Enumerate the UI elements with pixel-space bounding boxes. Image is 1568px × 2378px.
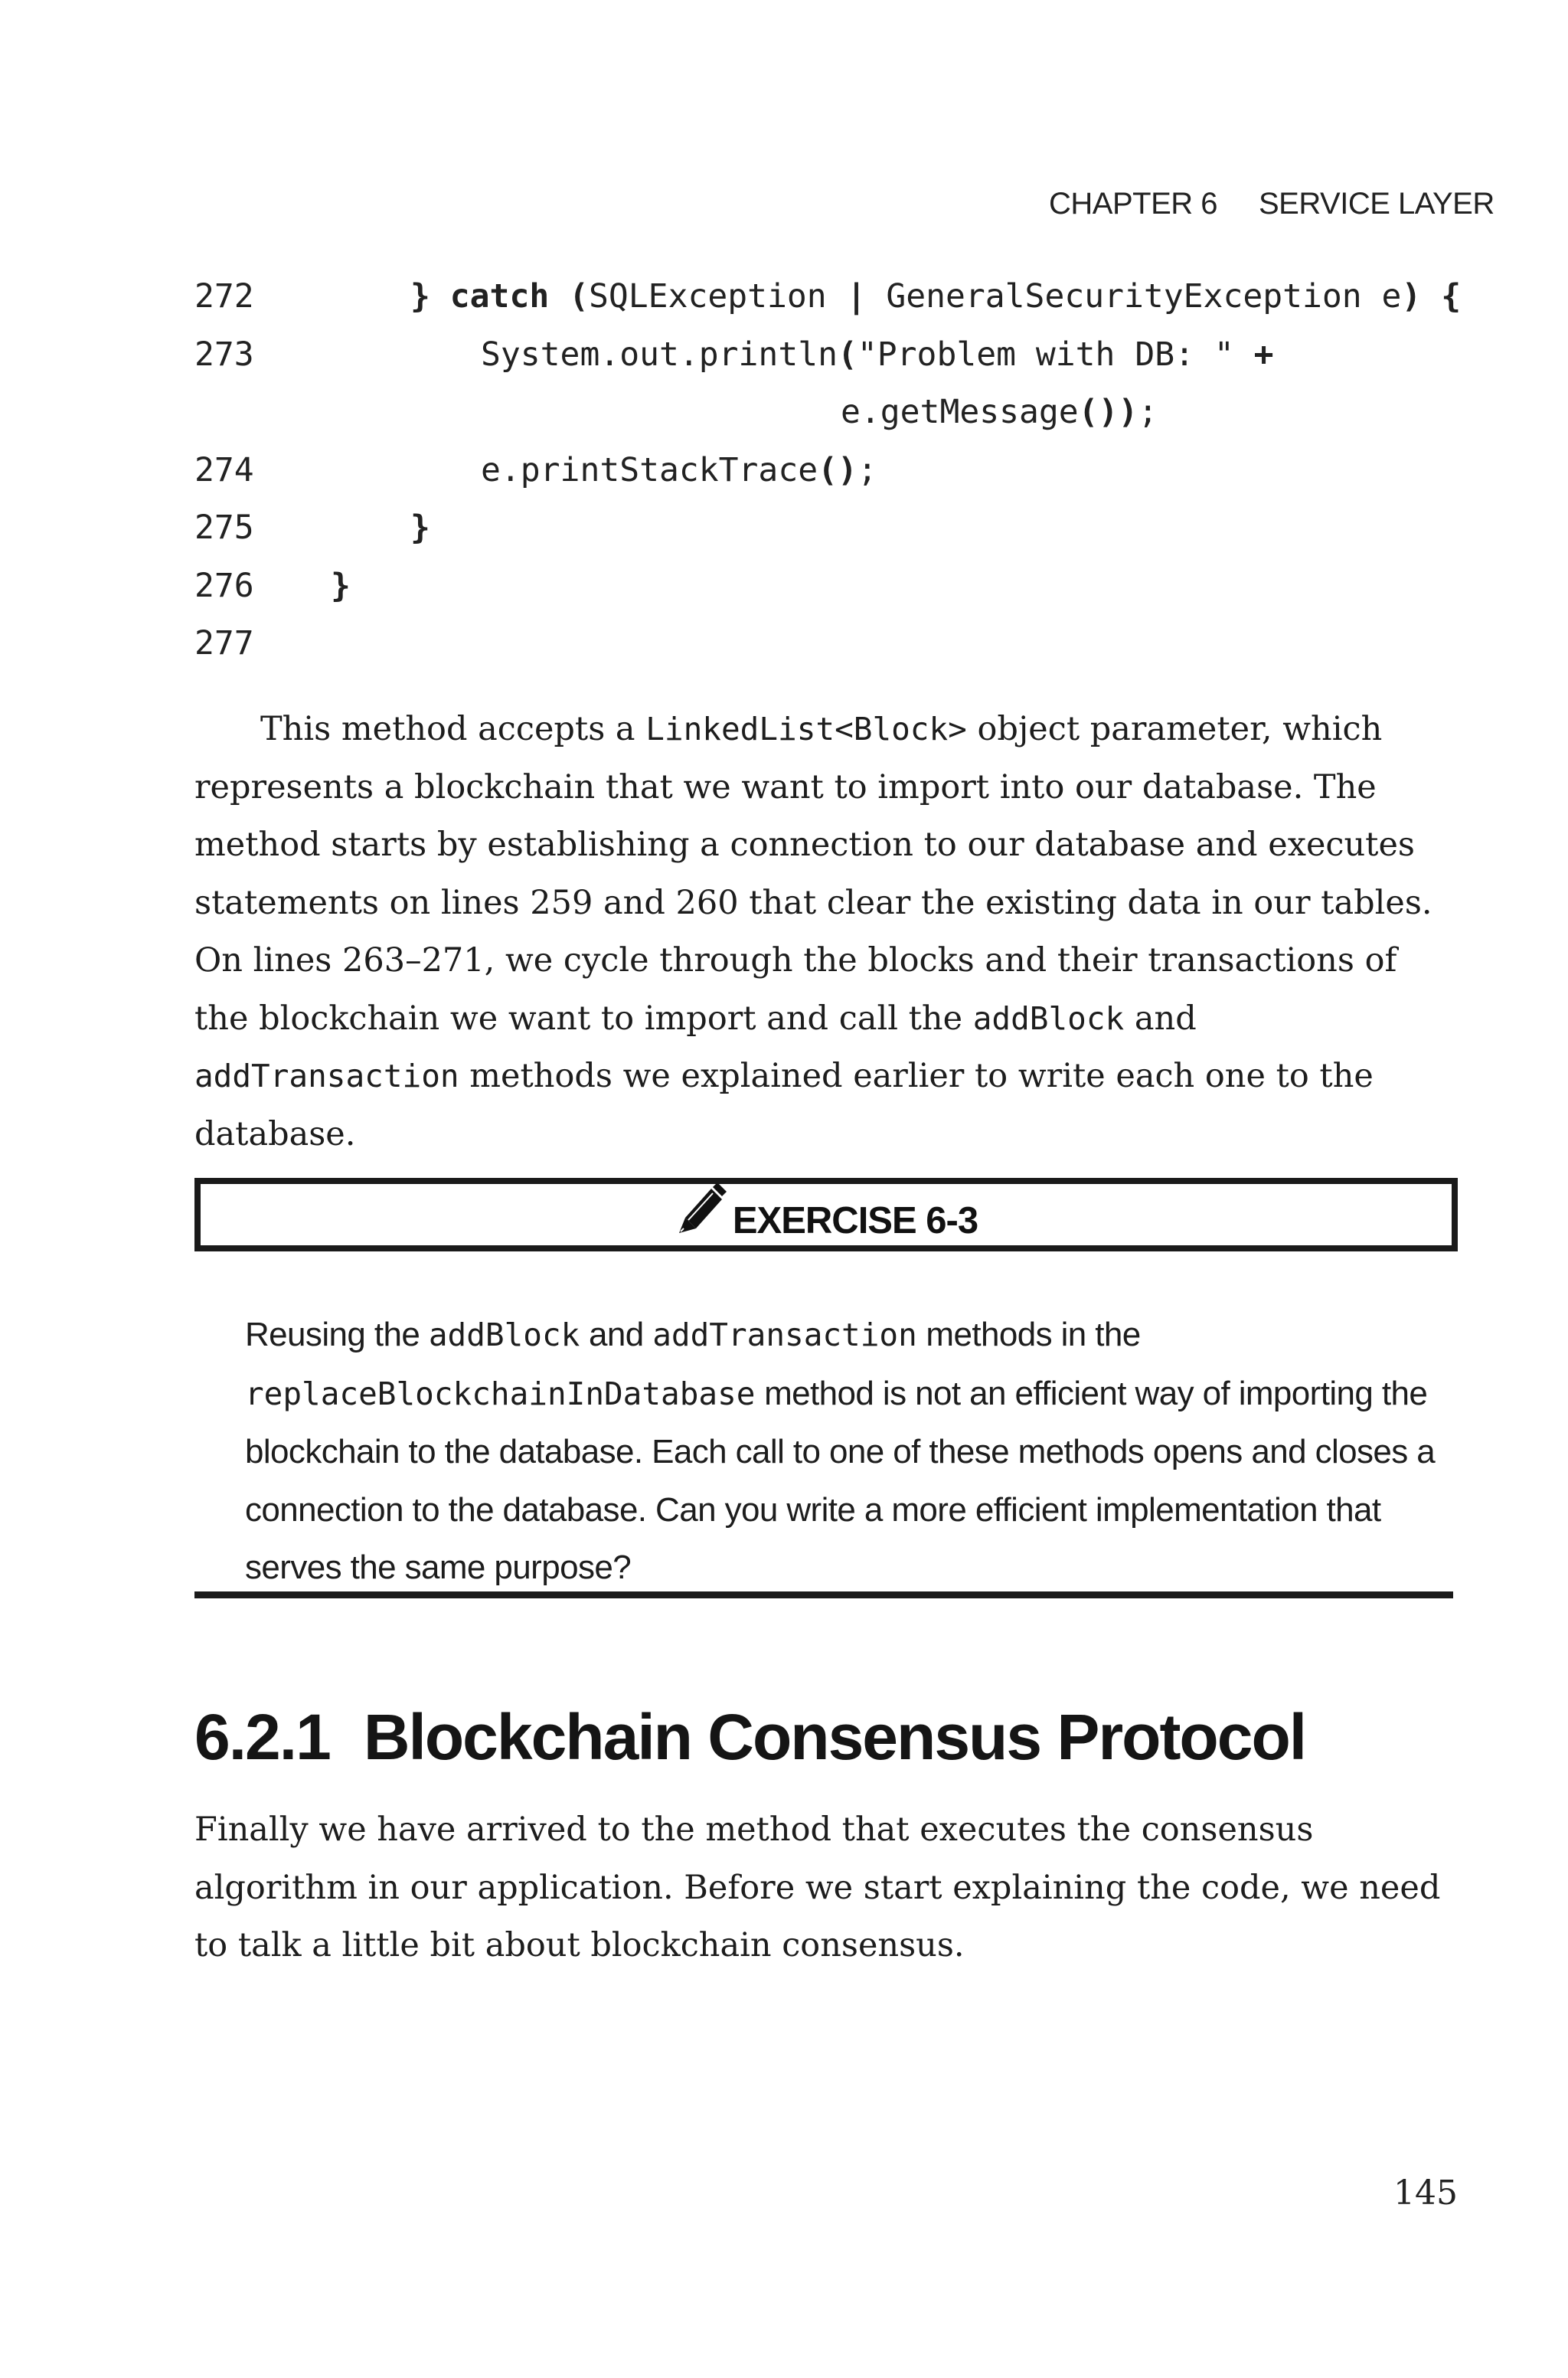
code-text: } bbox=[331, 566, 351, 605]
line-number: 274 bbox=[194, 450, 254, 489]
inline-code: addBlock bbox=[428, 1317, 580, 1353]
inline-code: addTransaction bbox=[194, 1058, 459, 1094]
body-paragraph: Finally we have arrived to the method that executes the consensus algorithm in our application. Before we start explaining the code, we need to talk a little bit about blockchain consensus. bbox=[194, 1810, 1441, 1964]
code-text: e.printStackTrace(); bbox=[481, 450, 877, 489]
exercise-box bbox=[194, 1178, 1458, 1251]
exercise-text: Reusing the addBlock and addTransaction methods in the replaceBlockchainInDatabase method is not an efficient way of importing the blockchain to the database. Each call to one of these methods opens and closes a connection to the database. Can you write a more efficient implementation that serves the same purpose? bbox=[245, 1316, 1436, 1586]
section-heading bbox=[194, 1699, 1305, 1775]
pencil-icon bbox=[675, 1184, 728, 1235]
code-line bbox=[194, 499, 1458, 558]
line-number: 273 bbox=[194, 335, 254, 374]
inline-code: addTransaction bbox=[652, 1317, 917, 1353]
chapter-title: SERVICE LAYER bbox=[1259, 187, 1494, 221]
code-text: System.out.println("Problem with DB: " + bbox=[481, 335, 1274, 374]
body-paragraph: This method accepts a LinkedList<Block> object parameter, which represents a blockchain that we want to import into our database. The method starts by establishing a connection to our database and executes statements on lines 259 and 260 that clear the existing data in our tables. On lines 263–271, we cycle through the blocks and their transactions of the blockchain we want to import and call the addBlock and addTransaction methods we explained earlier to write each one to the database. bbox=[194, 710, 1432, 1153]
page-number: 145 bbox=[1393, 2174, 1458, 2213]
running-head bbox=[1049, 187, 1494, 221]
exercise-title: EXERCISE 6-3 bbox=[201, 1184, 1452, 1245]
line-number: 277 bbox=[194, 624, 254, 662]
code-listing bbox=[194, 268, 1462, 673]
code-text: } bbox=[410, 509, 430, 547]
code-line bbox=[194, 558, 1458, 616]
code-line bbox=[194, 268, 1462, 326]
inline-code: LinkedList<Block> bbox=[645, 711, 967, 747]
line-number: 275 bbox=[194, 509, 254, 547]
code-text: } catch (SQLException | GeneralSecurityException e) { bbox=[410, 277, 1462, 316]
exercise-bottom-rule bbox=[194, 1591, 1453, 1598]
code-line bbox=[194, 384, 1458, 442]
code-text: e.getMessage()); bbox=[841, 393, 1158, 431]
code-line bbox=[194, 615, 1458, 673]
line-number: 276 bbox=[194, 566, 254, 605]
inline-code: replaceBlockchainInDatabase bbox=[245, 1375, 756, 1412]
code-line bbox=[194, 442, 1458, 500]
code-line bbox=[194, 326, 1458, 384]
chapter-label: CHAPTER 6 bbox=[1049, 187, 1217, 221]
section-number: 6.2.1 bbox=[194, 1701, 330, 1773]
line-number: 272 bbox=[194, 277, 254, 316]
section-title: Blockchain Consensus Protocol bbox=[363, 1701, 1306, 1773]
inline-code: addBlock bbox=[972, 999, 1125, 1037]
